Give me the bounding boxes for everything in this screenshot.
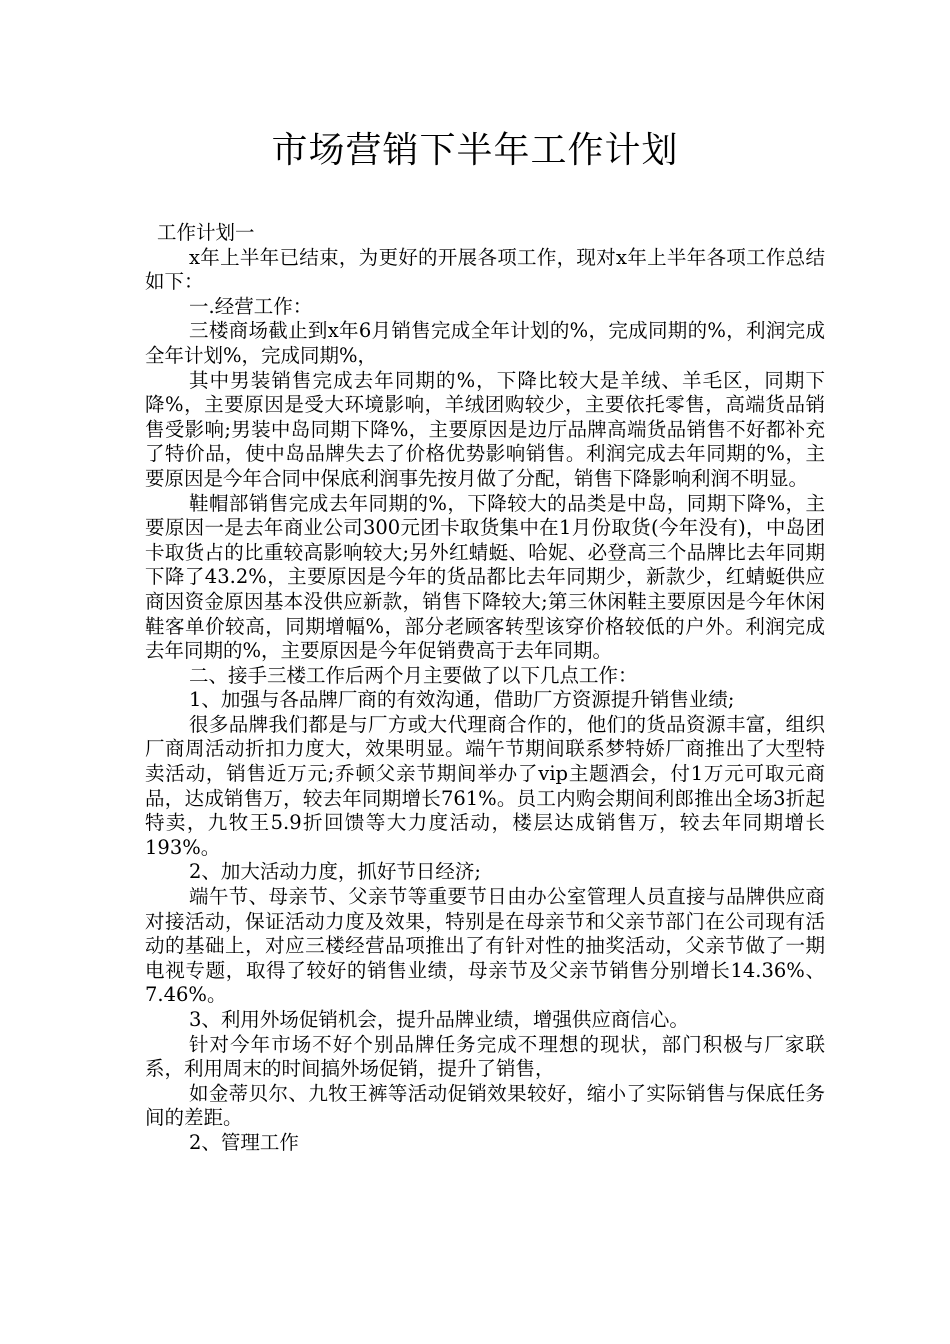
paragraph: 鞋帽部销售完成去年同期的%，下降较大的品类是中岛，同期下降%，主要原因一是去年商业公司300元团卡取货集中在1月份取货(今年没有)，中岛团卡取货占的比重较高影响较大;另外红蜻蜓、哈妮、必登高三个品牌比去年同期下降了43.2%，主要原因是今年的货品都比去年同期少，新款少，红蜻蜓供应商因资金原因基本没供应新款，销售下降较大;第三休闲鞋主要原因是今年休闲鞋客单价较高，同期增幅%，部分老顾客转型该穿价格较低的户外。利润完成去年同期的%，主要原因是今年促销费高于去年同期。 <box>145 491 825 663</box>
paragraph: x年上半年已结束，为更好的开展各项工作，现对x年上半年各项工作总结如下： <box>145 245 825 294</box>
section-heading: 二、接手三楼工作后两个月主要做了以下几点工作： <box>189 663 638 687</box>
paragraph: 很多品牌我们都是与厂方或大代理商合作的，他们的货品资源丰富，组织厂商周活动折扣力度大，效果明显。端午节期间联系梦特娇厂商推出了大型特卖活动，销售近万元;乔顿父亲节期间举办了vip主题酒会，付1万元可取元商品，达成销售万，较去年同期增长761%。员工内购会期间利郎推出全场3折起特卖，九牧王5.9折回馈等大力度活动，楼层达成销售万，较去年同期增长193%。 <box>145 712 825 859</box>
paragraph: 其中男装销售完成去年同期的%，下降比较大是羊绒、羊毛区，同期下降%，主要原因是受大环境影响，羊绒团购较少，主要依托零售，高端货品销售受影响;男装中岛同期下降%，主要原因是边厅品牌高端货品销售不好都补充了特价品，使中岛品牌失去了价格优势影响销售。利润完成去年同期的%，主要原因是今年合同中保底利润事先按月做了分配，销售下降影响利润不明显。 <box>145 368 825 490</box>
list-item-heading: 2、管理工作 <box>189 1130 299 1154</box>
paragraph: 针对今年市场不好个别品牌任务完成不理想的现状，部门积极与厂家联系，利用周末的时间搞外场促销，提升了销售， <box>145 1032 825 1081</box>
paragraph: 如金蒂贝尔、九牧王裤等活动促销效果较好，缩小了实际销售与保底任务间的差距。 <box>145 1081 825 1130</box>
section-heading: 一.经营工作： <box>189 294 313 318</box>
list-item-heading: 3、利用外场促销机会，提升品牌业绩，增强供应商信心。 <box>189 1008 689 1031</box>
section-heading: 工作计划一 <box>157 221 255 244</box>
document-title: 市场营销下半年工作计划 <box>271 130 679 171</box>
list-item-heading: 1、加强与各品牌厂商的有效沟通，借助厂方资源提升销售业绩; <box>189 688 735 712</box>
paragraph: 端午节、母亲节、父亲节等重要节日由办公室管理人员直接与品牌供应商对接活动，保证活动力度及效果，特别是在母亲节和父亲节部门在公司现有活动的基础上，对应三楼经营品项推出了有针对性的抽奖活动，父亲节做了一期电视专题，取得了较好的销售业绩，母亲节及父亲节销售分别增长14.36%、7.46%。 <box>145 885 825 1007</box>
paragraph: 三楼商场截止到x年6月销售完成全年计划的%，完成同期的%，利润完成全年计划%，完成同期%， <box>145 319 825 367</box>
document-body <box>145 221 825 1156</box>
list-item-heading: 2、加大活动力度，抓好节日经济; <box>189 860 481 884</box>
